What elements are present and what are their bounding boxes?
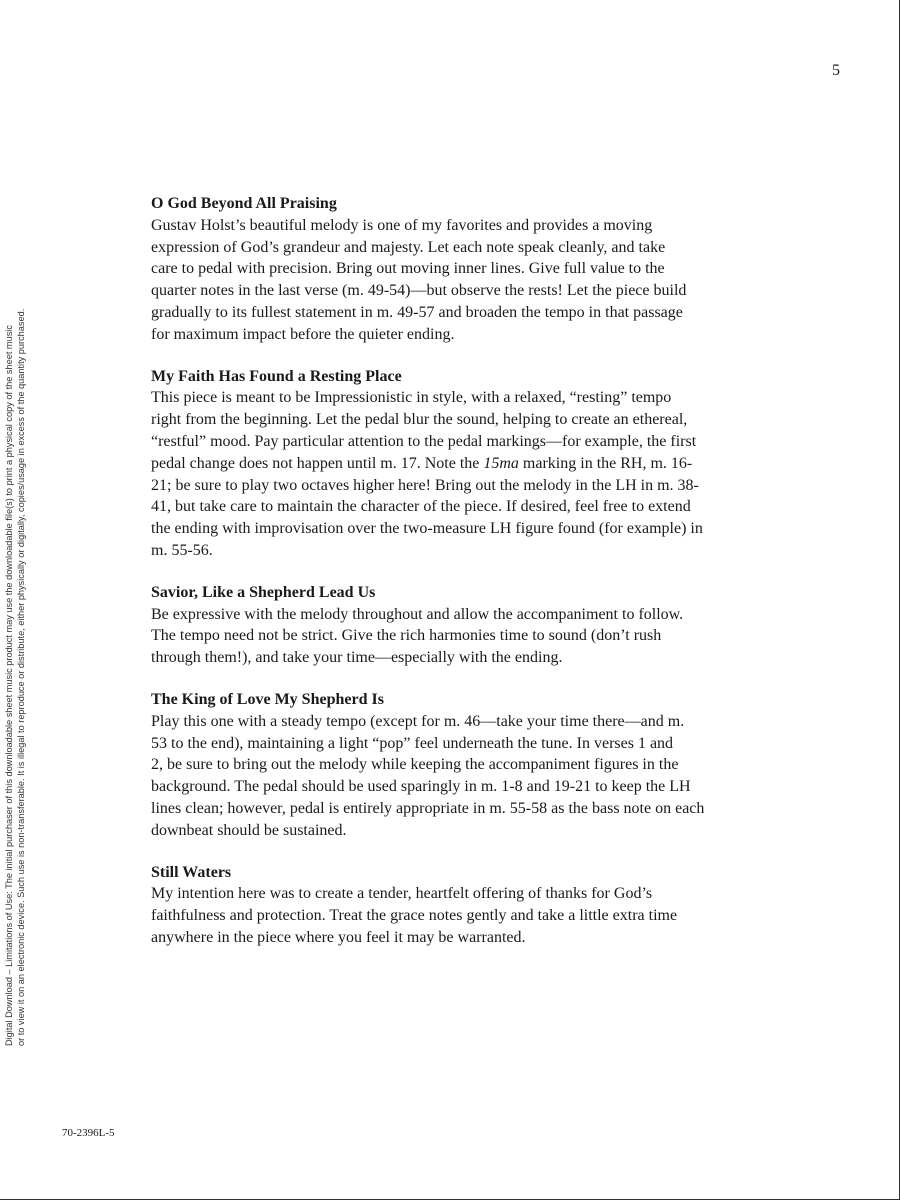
body-line: care to pedal with precision. Bring out moving inner lines. Give full value to the	[151, 260, 665, 278]
body-line: 2, be sure to bring out the melody while keeping the accompaniment figures in the	[151, 756, 679, 774]
section-body	[151, 883, 791, 948]
body-line: quarter notes in the last verse (m. 49-54)—but observe the rests! Let the piece build	[151, 282, 687, 300]
section-savior-like-a-shepherd-lead-us	[151, 582, 791, 669]
ottava-term: 15ma	[483, 454, 519, 472]
body-line: faithfulness and protection. Treat the grace notes gently and take a little extra time	[151, 907, 678, 925]
body-line: expression of God’s grandeur and majesty. Let each note speak cleanly, and take	[151, 238, 666, 256]
body-line-text: marking in the RH, m. 16-	[518, 454, 693, 472]
body-line: This piece is meant to be Impressionistic in style, with a relaxed, “resting” tempo	[151, 389, 672, 407]
body-line: for maximum impact before the quieter ending.	[151, 325, 455, 343]
body-line: 21; be sure to play two octaves higher here! Bring out the melody in the LH in m. 38-	[151, 476, 699, 494]
section-title: Still Waters	[151, 863, 232, 881]
page-number: 5	[832, 62, 840, 79]
body-line: Play this one with a steady tempo (except for m. 46—take your time there—and m.	[151, 712, 685, 730]
body-line: My intention here was to create a tender, heartfelt offering of thanks for God’s	[151, 885, 653, 903]
section-body	[151, 604, 791, 669]
body-line: gradually to its fullest statement in m. 49-57 and broaden the tempo in that passage	[151, 303, 683, 321]
section-body	[151, 387, 791, 561]
section-my-faith-has-found-a-resting-place	[151, 366, 791, 562]
section-title: O God Beyond All Praising	[151, 195, 337, 212]
section-title: Savior, Like a Shepherd Lead Us	[151, 583, 376, 601]
body-line: anywhere in the piece where you feel it may be warranted.	[151, 928, 526, 946]
usage-notice	[4, 146, 27, 1046]
body-line: The tempo need not be strict. Give the rich harmonies time to sound (don’t rush	[151, 627, 662, 645]
body-line: the ending with improvisation over the two-measure LH figure found (for example) in	[151, 520, 703, 538]
section-title: The King of Love My Shepherd Is	[151, 690, 384, 708]
catalog-number: 70-2396L-5	[62, 1127, 115, 1139]
body-line: downbeat should be sustained.	[151, 821, 347, 839]
section-still-waters	[151, 862, 791, 949]
notes-content	[151, 193, 791, 969]
body-line: background. The pedal should be used sparingly in m. 1-8 and 19-21 to keep the LH	[151, 778, 691, 796]
usage-notice-line: or to view it on an electronic device. Such use is non-transferable. It is illegal to reproduce or distribute, either physically or digitally, copies/usage in excess of the quantity purchased.	[15, 308, 26, 1046]
section-o-god-beyond-all-praising	[151, 193, 791, 346]
section-the-king-of-love-my-shepherd-is	[151, 689, 791, 842]
section-title: My Faith Has Found a Resting Place	[151, 367, 402, 385]
section-body	[151, 711, 791, 842]
body-line: through them!), and take your time—especially with the ending.	[151, 649, 563, 667]
body-line: 53 to the end), maintaining a light “pop” feel underneath the tune. In verses 1 and	[151, 734, 674, 752]
body-line: “restful” mood. Pay particular attention to the pedal markings—for example, the first	[151, 432, 697, 450]
body-line: 41, but take care to maintain the character of the piece. If desired, feel free to extend	[151, 498, 691, 516]
body-line: right from the beginning. Let the pedal blur the sound, helping to create an ethereal,	[151, 411, 688, 429]
body-line	[151, 453, 791, 475]
section-body	[151, 215, 791, 346]
body-line-text: pedal change does not happen until m. 17. Note the	[151, 454, 480, 472]
body-line: lines clean; however, pedal is entirely appropriate in m. 55-58 as the bass note on each	[151, 799, 705, 817]
body-line: Gustav Holst’s beautiful melody is one of my favorites and provides a moving	[151, 216, 653, 234]
body-line: Be expressive with the melody throughout and allow the accompaniment to follow.	[151, 605, 684, 623]
body-line: m. 55-56.	[151, 541, 213, 559]
usage-notice-line: Digital Download – Limitations of Use: The initial purchaser of this downloadable sheet music product may use the downloadable file(s) to print a physical copy of the sheet music	[4, 325, 14, 1046]
